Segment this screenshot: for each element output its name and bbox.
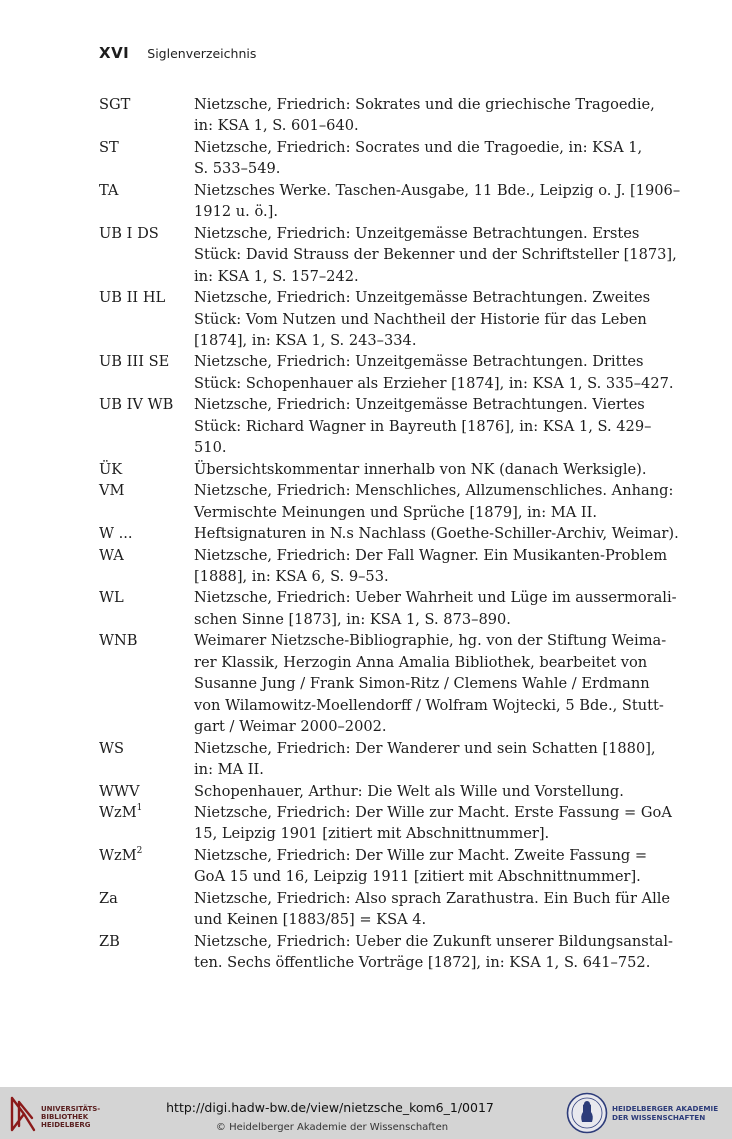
description-line: Nietzsche, Friedrich: Sokrates und die griechische Tragoedie, [194,96,655,113]
description-line: 1912 u. ö.]. [194,203,278,221]
siglum-entry [99,287,659,351]
siglum-entry [99,888,671,931]
description-line: Übersichtskommentar innerhalb von NK (danach Werksigle). [194,460,647,478]
siglum-entry [99,630,667,737]
description-line: S. 533–549. [194,160,281,178]
siglum: WNB [99,632,138,650]
siglum-entry [99,781,659,802]
siglum-description [194,223,677,287]
description-line: Weimarer Nietzsche-Bibliographie, hg. von der Stiftung Weima- [194,632,667,650]
siglum-description [194,180,681,223]
siglum-superscript: 2 [136,846,143,856]
description-line: Nietzsche, Friedrich: Unzeitgemässe Betrachtungen. Erstes [194,224,640,242]
siglum: WzM$^1$ [99,803,143,821]
description-line: in: KSA 1, S. 601–640. [194,117,359,135]
page-number: XVI [99,44,130,62]
siglum: ST [99,138,119,156]
description-line: schen Sinne [1873], in: KSA 1, S. 873–890. [194,610,511,628]
description-line: rer Klassik, Herzogin Anna Amalia Bibliothek, bearbeitet von [194,653,648,671]
source-url-link[interactable]: http://digi.hadw-bw.de/view/nietzsche_kom6_1/0017 [166,1100,494,1115]
siglum-description [194,287,659,351]
description-line: Nietzsche, Friedrich: Der Wille zur Macht. Zweite Fassung = [194,846,648,864]
siglum-description [194,630,667,737]
siglum-entry [99,802,672,845]
siglum-entry [99,94,659,137]
siglum-entry [99,180,681,223]
siglum-description [194,480,674,523]
description-line: Nietzsche, Friedrich: Menschliches, Allzumenschliches. Anhang: [194,482,674,500]
siglum-entry [99,480,674,523]
description-line: Nietzsche, Friedrich: Unzeitgemässe Betrachtungen. Viertes [194,396,645,414]
description-line: Nietzsche, Friedrich: Der Wille zur Macht. Erste Fassung = GoA [194,803,672,821]
siglum-entry [99,545,668,588]
academy-logo[interactable] [566,1092,728,1136]
running-head [99,44,256,62]
siglum-entry [99,845,659,888]
running-title: Siglenverzeichnis [147,46,257,61]
description-line: Stück: David Strauss der Bekenner und der Schriftsteller [1873], [194,246,677,264]
siglum-entry [99,931,673,974]
description-line: Nietzsche, Friedrich: Ueber Wahrheit und Lüge im aussermorali- [194,589,677,607]
siglum-description [194,94,659,137]
library-logo-text: UNIVERSITÄTS- BIBLIOTHEK HEIDELBERG [41,1105,101,1129]
description-line: 510. [194,439,227,457]
siglum-entry [99,523,679,544]
siglum-description [194,137,659,180]
description-line: [1888], in: KSA 6, S. 9–53. [194,567,389,585]
siglum: TA [99,181,119,199]
siglum: Za [99,889,118,907]
siglum: ÜK [99,460,123,478]
description-line: Heftsignaturen in N.s Nachlass (Goethe-Schiller-Archiv, Weimar). [194,525,679,543]
siglum-entry [99,459,659,480]
siglum: VM [99,482,125,500]
siglum-description [194,738,659,781]
siglum: WzM$^2$ [99,846,143,864]
description-line: Nietzsche, Friedrich: Unzeitgemässe Betrachtungen. Drittes [194,353,644,371]
siglum: UB IV WB [99,396,174,414]
siglum-entry [99,223,677,287]
description-line: Nietzsche, Friedrich: Der Wanderer und sein Schatten [1880], [194,739,656,757]
siglum-description [194,802,672,845]
description-line: in: MA II. [194,761,264,779]
siglum: WS [99,739,124,757]
siglum-entry [99,394,659,458]
description-line: GoA 15 und 16, Leipzig 1911 [zitiert mit Abschnittnummer]. [194,868,641,886]
description-line: Schopenhauer, Arthur: Die Welt als Wille und Vorstellung. [194,782,624,800]
description-line: gart / Weimar 2000–2002. [194,718,387,736]
sigla-list [99,94,681,974]
siglum-description [194,545,668,588]
description-line: und Keinen [1883/85] = KSA 4. [194,911,427,929]
description-line: Susanne Jung / Frank Simon-Ritz / Clemens Wahle / Erdmann [194,675,650,693]
copyright-notice: © Heidelberger Akademie der Wissenschaften [215,1122,449,1133]
description-line: Nietzsche, Friedrich: Der Fall Wagner. Ein Musikanten-Problem [194,546,668,564]
siglum: ZB [99,932,120,950]
description-line: Vermischte Meinungen und Sprüche [1879], in: MA II. [194,503,598,521]
siglum: WA [99,546,124,564]
siglum-description [194,781,659,802]
description-line: Nietzsche, Friedrich: Unzeitgemässe Betrachtungen. Zweites [194,289,651,307]
siglum-entry [99,351,674,394]
siglum-description [194,394,659,458]
description-line: in: KSA 1, S. 157–242. [194,267,359,285]
siglum-description [194,351,674,394]
siglum: UB I DS [99,224,159,242]
description-line: Nietzsche, Friedrich: Ueber die Zukunft unserer Bildungsanstal- [194,932,673,950]
siglum-entry [99,587,677,630]
siglum-description [194,888,671,931]
description-line: Stück: Vom Nutzen und Nachtheil der Historie für das Leben [194,310,647,328]
description-line: 15, Leipzig 1901 [zitiert mit Abschnittnummer]. [194,825,550,843]
siglum-description [194,587,677,630]
description-line: ten. Sechs öffentliche Vorträge [1872], in: KSA 1, S. 641–752. [194,954,651,972]
description-line: von Wilamowitz-Moellendorff / Wolfram Wojtecki, 5 Bde., Stutt- [194,696,664,714]
siglum-entry [99,738,659,781]
siglum-description [194,845,659,888]
footer-bar [0,1087,732,1139]
description-line: Stück: Richard Wagner in Bayreuth [1876], in: KSA 1, S. 429– [194,417,652,435]
siglum: WL [99,589,124,607]
siglum: WWV [99,782,140,800]
siglum-entry [99,137,659,180]
siglum: W ... [99,525,133,543]
description-line: Nietzsches Werke. Taschen-Ausgabe, 11 Bde., Leipzig o. J. [1906– [194,181,681,199]
siglum: SGT [99,96,131,113]
siglum-description [194,523,679,544]
siglum: UB II HL [99,289,166,307]
siglum: UB III SE [99,353,170,371]
siglum-description [194,459,659,480]
siglum-description [194,931,673,974]
description-line: [1874], in: KSA 1, S. 243–334. [194,331,417,349]
description-line: Nietzsche, Friedrich: Socrates und die Tragoedie, in: KSA 1, [194,138,643,156]
description-line: Stück: Schopenhauer als Erzieher [1874], in: KSA 1, S. 335–427. [194,374,674,392]
description-line: Nietzsche, Friedrich: Also sprach Zarathustra. Ein Buch für Alle [194,889,671,907]
academy-logo-text: HEIDELBERGER AKADEMIE DER WISSENSCHAFTEN [612,1104,719,1122]
siglum-superscript: 1 [136,803,143,814]
academy-seal-icon [566,1092,608,1134]
